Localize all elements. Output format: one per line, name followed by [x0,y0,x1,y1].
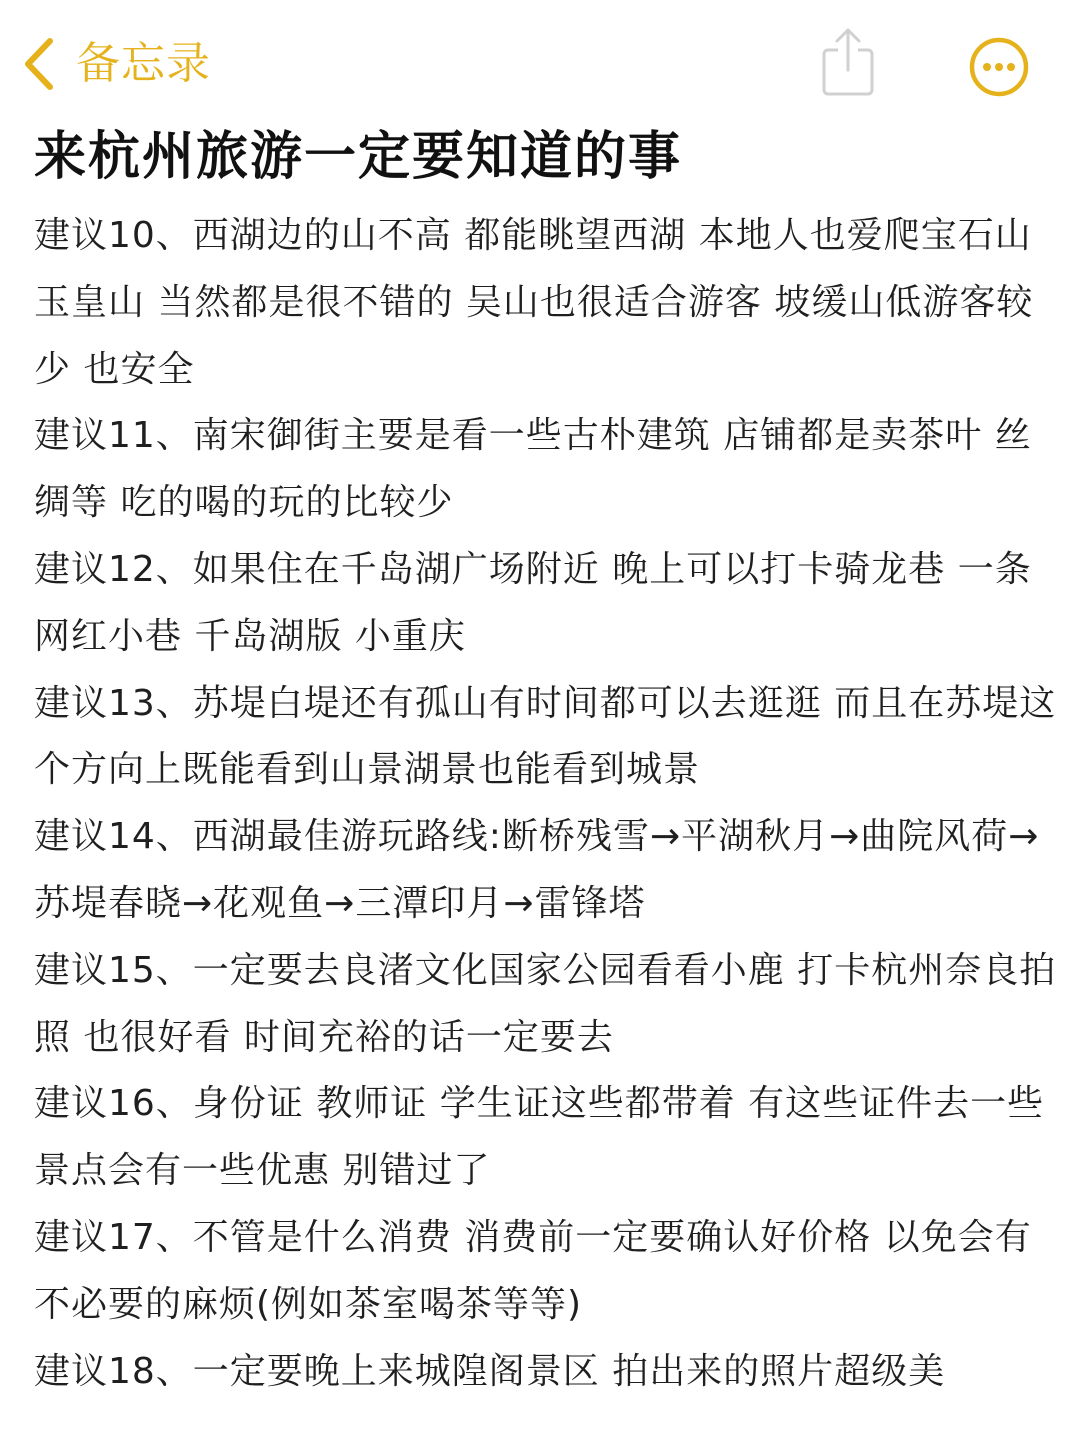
more-button[interactable] [968,36,1030,98]
note-paragraph: 建议13、苏堤白堤还有孤山有时间都可以去逛逛 而且在苏堤这个方向上既能看到山景湖景也能看到城景 [34,682,1057,791]
note-paragraph: 建议17、不管是什么消费 消费前一定要确认好价格 以免会有不必要的麻烦(例如茶室喝茶等等) [34,1216,1032,1325]
more-icon [968,36,1030,98]
share-button[interactable] [818,26,878,98]
back-label: 备忘录 [76,38,211,89]
note-paragraph: 建议12、如果住在千岛湖广场附近 晚上可以打卡骑龙巷 一条网红小巷 千岛湖版 小重庆 [34,548,1032,657]
navigation-bar [0,0,1080,120]
note-paragraph: 建议18、一定要晚上来城隍阁景区 拍出来的照片超级美 [34,1350,946,1392]
note-paragraph: 建议15、一定要去良渚文化国家公园看看小鹿 打卡杭州奈良拍照 也很好看 时间充裕的话一定要去 [34,949,1057,1058]
note-body[interactable] [34,203,1064,1405]
back-button[interactable] [22,32,211,96]
note-paragraph: 建议10、西湖边的山不高 都能眺望西湖 本地人也爱爬宝石山 玉皇山 当然都是很不错的 吴山也很适合游客 坡缓山低游客较少 也安全 [34,215,1034,390]
note-title: 来杭州旅游一定要知道的事 [34,127,683,187]
note-paragraph: 建议14、西湖最佳游玩路线:断桥残雪→平湖秋月→曲院风荷→苏堤春晓→花观鱼→三潭印月→雷锋塔 [34,816,1040,924]
share-icon [818,26,878,98]
note-paragraph: 建议16、身份证 教师证 学生证这些都带着 有这些证件去一些景点会有一些优惠 别错过了 [34,1083,1045,1192]
note-paragraph: 建议11、南宋御街主要是看一些古朴建筑 店铺都是卖茶叶 丝绸等 吃的喝的玩的比较少 [34,415,1032,524]
chevron-left-icon [22,36,56,92]
